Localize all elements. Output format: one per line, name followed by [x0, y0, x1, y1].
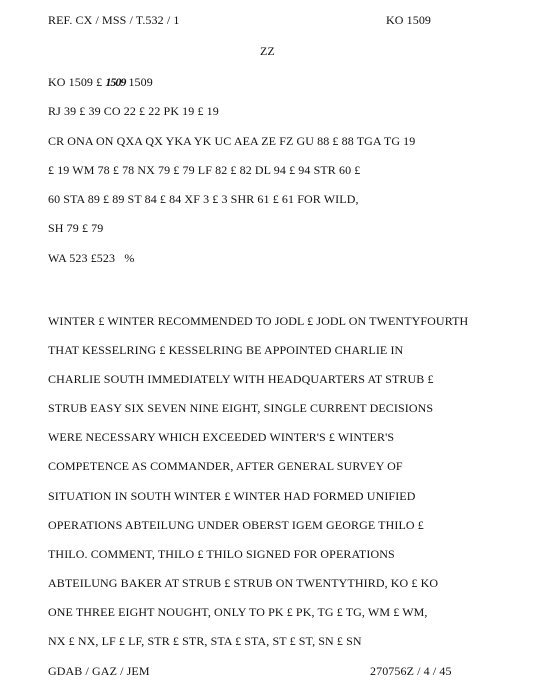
- routing-line: 60 STA 89 £ 89 ST 84 £ 84 XF 3 £ 3 SHR 61 £ 61 FOR WILD,: [48, 192, 359, 206]
- handwritten-correction: 1509: [105, 75, 126, 89]
- serial-number: KO 1509: [386, 13, 432, 27]
- body-line: SITUATION IN SOUTH WINTER £ WINTER HAD FORMED UNIFIED: [48, 489, 416, 503]
- body-line: THILO. COMMENT, THILO £ THILO SIGNED FOR OPERATIONS: [48, 547, 395, 561]
- body-line: STRUB EASY SIX SEVEN NINE EIGHT, SINGLE CURRENT DECISIONS: [48, 401, 434, 415]
- body-line: OPERATIONS ABTEILUNG UNDER OBERST IGEM GEORGE THILO £: [48, 518, 424, 532]
- reference-number: REF. CX / MSS / T.532 / 1: [48, 13, 180, 27]
- routing-line: RJ 39 £ 39 CO 22 £ 22 PK 19 £ 19: [48, 104, 219, 118]
- body-line: CHARLIE SOUTH IMMEDIATELY WITH HEADQUARTERS AT STRUB £: [48, 372, 434, 386]
- routing-line: WA 523 £523 %: [48, 251, 135, 265]
- routing-line: [48, 75, 153, 90]
- body-line: WERE NECESSARY WHICH EXCEEDED WINTER'S £ WINTER'S: [48, 430, 395, 444]
- body-line: THAT KESSELRING £ KESSELRING BE APPOINTED CHARLIE IN: [48, 343, 404, 357]
- body-line: WINTER £ WINTER RECOMMENDED TO JODL £ JODL ON TWENTYFOURTH: [48, 314, 469, 328]
- body-line: ABTEILUNG BAKER AT STRUB £ STRUB ON TWENTYTHIRD, KO £ KO: [48, 576, 439, 590]
- body-line: COMPETENCE AS COMMANDER, AFTER GENERAL SURVEY OF: [48, 459, 403, 473]
- body-line: NX £ NX, LF £ LF, STR £ STR, STA £ STA, ST £ ST, SN £ SN: [48, 634, 362, 648]
- priority-marker: ZZ: [260, 44, 275, 58]
- routing-line: CR ONA ON QXA QX YKA YK UC AEA ZE FZ GU 88 £ 88 TGA TG 19: [48, 134, 416, 148]
- body-line: ONE THREE EIGHT NOUGHT, ONLY TO PK £ PK, TG £ TG, WM £ WM,: [48, 605, 428, 619]
- datetime-reference: 270756Z / 4 / 45: [370, 664, 452, 678]
- routing-line: SH 79 £ 79: [48, 221, 104, 235]
- operator-initials: GDAB / GAZ / JEM: [48, 664, 150, 678]
- routing-line-end: 1509: [125, 75, 153, 89]
- routing-line-start: KO 1509 £: [48, 75, 106, 89]
- routing-line: £ 19 WM 78 £ 78 NX 79 £ 79 LF 82 £ 82 DL 94 £ 94 STR 60 £: [48, 163, 361, 177]
